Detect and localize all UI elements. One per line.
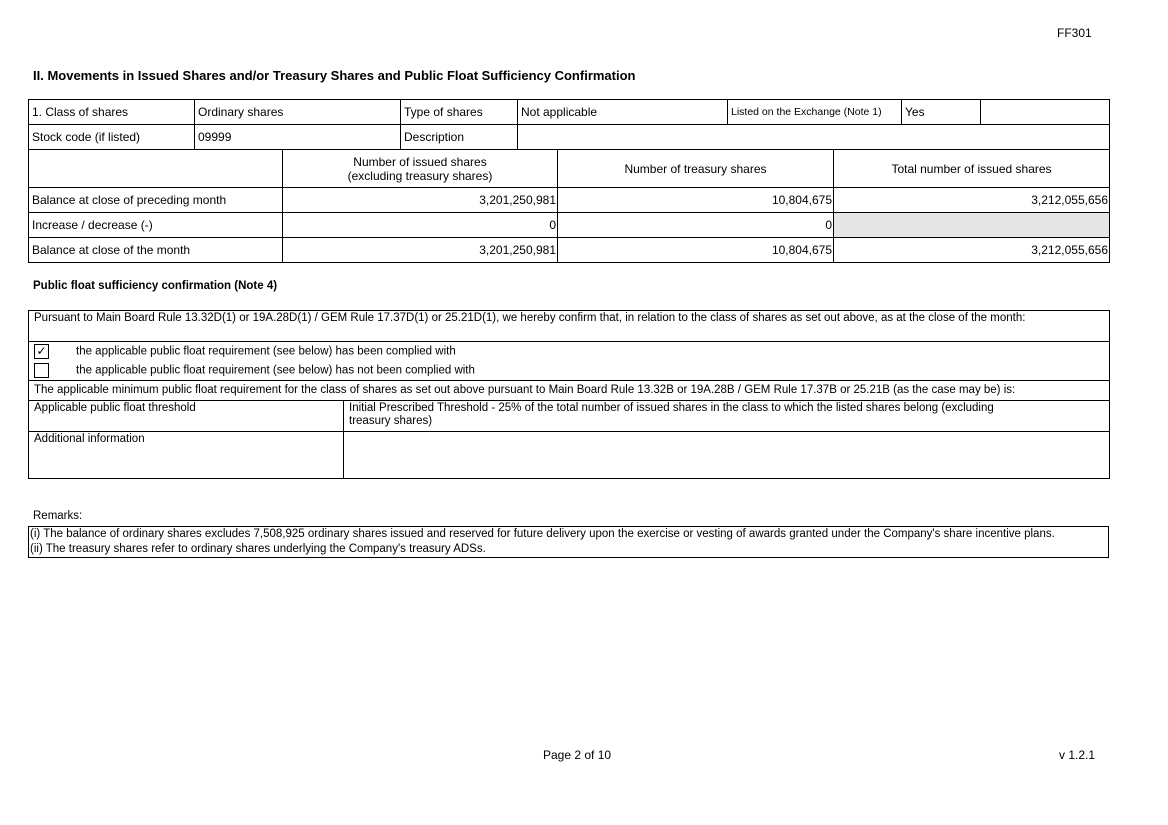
public-float-intro: Pursuant to Main Board Rule 13.32D(1) or 19A.28D(1) / GEM Rule 17.37D(1) or 25.21D(1), we hereby confirm that, in relation to the class of shares as set out above, as at the close of the month: [29,311,1110,342]
remarks-line-1: (i) The balance of ordinary shares excludes 7,508,925 ordinary shares issued and reserved for future delivery upon the exercise or vesting of awards granted under the Company's share incentive plans. [30,528,1055,540]
table-row [29,238,1110,263]
type-value: Not applicable [518,100,728,125]
complied-checkbox[interactable] [34,344,49,359]
additional-label: Additional information [29,432,344,479]
stock-code-value: 09999 [195,125,401,150]
issued-value: 3,201,250,981 [283,238,558,263]
class-info-table [28,99,1110,150]
additional-value [344,432,1110,479]
requirement-text: The applicable minimum public float requirement for the class of shares as set out above pursuant to Main Board Rule 13.32B or 19A.28B / GEM Rule 17.37B or 25.21B (as the case may be) is: [29,381,1110,401]
threshold-value: Initial Prescribed Threshold - 25% of the total number of issued shares in the class to which the listed shares belong (excluding treasury shares) [344,401,1110,432]
description-label: Description [401,125,518,150]
option-complied-row [29,342,1110,362]
description-value [518,125,1110,150]
public-float-table [28,310,1110,479]
treasury-value: 10,804,675 [558,238,834,263]
col-issued-header: Number of issued shares (excluding treasury shares) [283,150,558,188]
checkmark-icon: ✓ [36,344,47,358]
option-complied-label: the applicable public float requirement (see below) has been complied with [76,345,456,358]
stock-code-label: Stock code (if listed) [29,125,195,150]
remarks-line-2: (ii) The treasury shares refer to ordinary shares underlying the Company's treasury ADSs. [30,543,486,555]
listed-extra [981,100,1110,125]
remarks-label: Remarks: [33,510,83,522]
col-total-header: Total number of issued shares [834,150,1110,188]
public-float-title: Public float sufficiency confirmation (Note 4) [33,280,278,292]
issued-value: 0 [283,213,558,238]
not-complied-checkbox[interactable] [34,363,49,378]
class-value: Ordinary shares [195,100,401,125]
header-blank [29,150,283,188]
movements-table [28,149,1110,263]
table-row [29,188,1110,213]
option-not-complied-label: the applicable public float requirement (see below) has not been complied with [76,364,475,377]
treasury-value: 0 [558,213,834,238]
remarks-box [28,526,1109,558]
class-label: 1. Class of shares [29,100,195,125]
threshold-label: Applicable public float threshold [29,401,344,432]
row-label: Increase / decrease (-) [29,213,283,238]
version-label: v 1.2.1 [1059,748,1096,762]
listed-value: Yes [902,100,981,125]
col-treasury-header: Number of treasury shares [558,150,834,188]
issued-value: 3,201,250,981 [283,188,558,213]
total-value: 3,212,055,656 [834,188,1110,213]
form-code: FF301 [1057,26,1092,40]
table-row [29,213,1110,238]
section-title: II. Movements in Issued Shares and/or Treasury Shares and Public Float Sufficiency Confirmation [33,68,636,83]
type-label: Type of shares [401,100,518,125]
row-label: Balance at close of the month [29,238,283,263]
page-number: Page 2 of 10 [543,748,612,762]
total-value [834,213,1110,238]
row-label: Balance at close of preceding month [29,188,283,213]
treasury-value: 10,804,675 [558,188,834,213]
option-not-complied-row [29,361,1110,381]
listed-label: Listed on the Exchange (Note 1) [728,100,902,125]
total-value: 3,212,055,656 [834,238,1110,263]
